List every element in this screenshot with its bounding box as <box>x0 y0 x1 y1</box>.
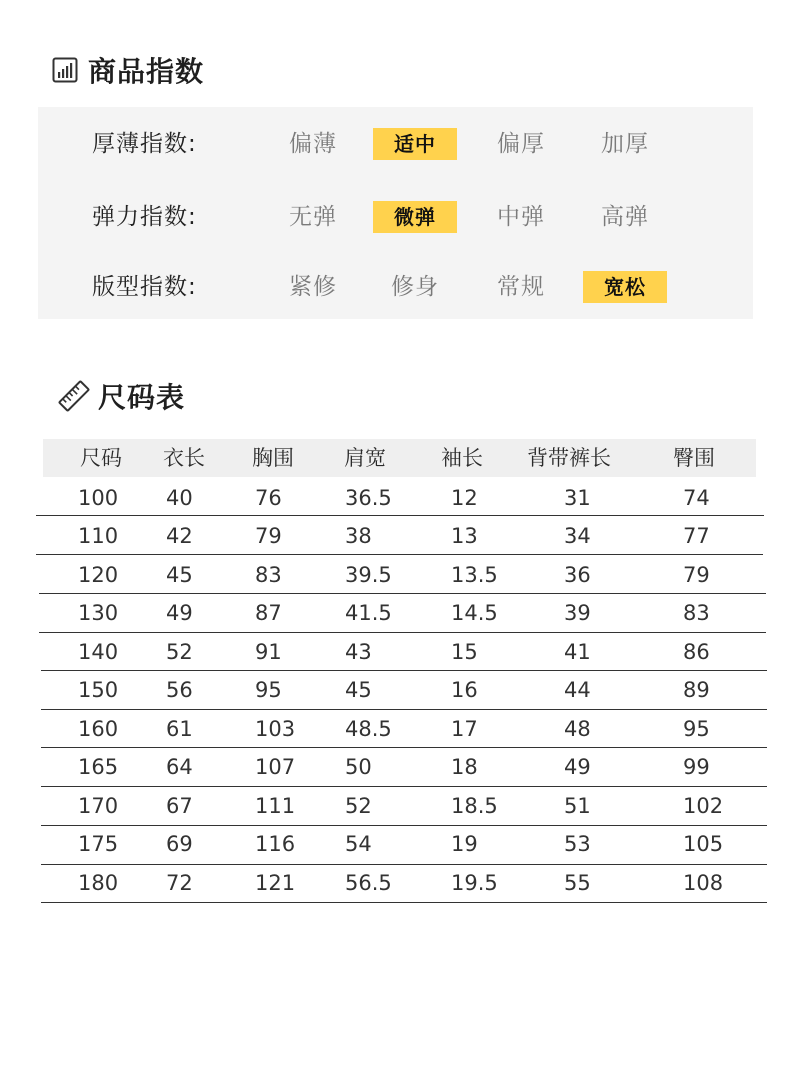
table-cell: 95 <box>255 678 282 702</box>
table-cell: 50 <box>345 755 372 779</box>
row-divider <box>41 709 767 710</box>
table-cell: 79 <box>255 524 282 548</box>
row-divider <box>36 515 764 516</box>
index-option: 常规 <box>497 274 545 300</box>
column-header: 尺码 <box>80 446 122 470</box>
table-cell: 56 <box>166 678 193 702</box>
column-header: 肩宽 <box>344 446 386 470</box>
row-divider <box>39 632 766 633</box>
table-cell: 42 <box>166 524 193 548</box>
column-header: 背带裤长 <box>527 446 611 470</box>
index-row-label: 厚薄指数: <box>92 131 197 157</box>
table-cell: 107 <box>255 755 296 779</box>
index-row-thickness <box>38 124 753 164</box>
table-cell: 54 <box>345 832 372 856</box>
table-cell: 180 <box>78 871 119 895</box>
table-row <box>43 864 768 902</box>
row-divider <box>41 825 767 826</box>
row-divider <box>41 902 767 903</box>
table-cell: 41 <box>564 640 591 664</box>
index-option: 紧修 <box>289 274 337 300</box>
table-cell: 13 <box>451 524 478 548</box>
table-cell: 160 <box>78 717 119 741</box>
table-cell: 38 <box>345 524 372 548</box>
product-index-panel <box>38 107 753 319</box>
table-cell: 19 <box>451 832 478 856</box>
table-cell: 105 <box>683 832 724 856</box>
table-row <box>43 825 768 863</box>
table-cell: 91 <box>255 640 282 664</box>
table-cell: 130 <box>78 601 119 625</box>
index-section-header <box>52 50 204 90</box>
table-cell: 49 <box>166 601 193 625</box>
table-cell: 43 <box>345 640 372 664</box>
table-row <box>43 787 768 825</box>
index-option: 高弹 <box>601 204 649 230</box>
table-cell: 48.5 <box>345 717 392 741</box>
table-cell: 45 <box>345 678 372 702</box>
table-row <box>43 517 768 555</box>
index-option: 无弹 <box>289 204 337 230</box>
table-cell: 14.5 <box>451 601 498 625</box>
table-row <box>43 671 768 709</box>
size-table-header <box>43 439 756 477</box>
table-cell: 170 <box>78 794 119 818</box>
table-cell: 76 <box>255 486 282 510</box>
table-row <box>43 748 768 786</box>
table-cell: 36 <box>564 563 591 587</box>
table-cell: 41.5 <box>345 601 392 625</box>
table-cell: 175 <box>78 832 119 856</box>
column-header: 胸围 <box>252 446 294 470</box>
table-cell: 12 <box>451 486 478 510</box>
index-option-selected: 适中 <box>373 128 457 160</box>
table-cell: 110 <box>78 524 119 548</box>
table-row <box>43 710 768 748</box>
table-cell: 36.5 <box>345 486 392 510</box>
index-row-fit <box>38 267 753 307</box>
index-option: 修身 <box>391 274 439 300</box>
index-option-selected: 微弹 <box>373 201 457 233</box>
table-cell: 52 <box>166 640 193 664</box>
row-divider <box>41 747 767 748</box>
table-cell: 83 <box>683 601 710 625</box>
table-cell: 16 <box>451 678 478 702</box>
table-cell: 102 <box>683 794 724 818</box>
table-cell: 120 <box>78 563 119 587</box>
table-cell: 150 <box>78 678 119 702</box>
table-cell: 56.5 <box>345 871 392 895</box>
table-row <box>43 633 768 671</box>
table-cell: 79 <box>683 563 710 587</box>
table-cell: 31 <box>564 486 591 510</box>
table-cell: 165 <box>78 755 119 779</box>
table-cell: 111 <box>255 794 296 818</box>
table-cell: 95 <box>683 717 710 741</box>
table-cell: 83 <box>255 563 282 587</box>
table-cell: 17 <box>451 717 478 741</box>
table-cell: 49 <box>564 755 591 779</box>
table-cell: 77 <box>683 524 710 548</box>
table-cell: 103 <box>255 717 296 741</box>
table-cell: 64 <box>166 755 193 779</box>
table-cell: 100 <box>78 486 119 510</box>
table-cell: 15 <box>451 640 478 664</box>
table-cell: 108 <box>683 871 724 895</box>
index-option: 偏薄 <box>289 131 337 157</box>
size-section-title: 尺码表 <box>98 381 186 414</box>
row-divider <box>36 554 763 555</box>
table-cell: 121 <box>255 871 296 895</box>
table-cell: 140 <box>78 640 119 664</box>
table-cell: 52 <box>345 794 372 818</box>
index-row-label: 版型指数: <box>92 274 197 300</box>
table-row <box>43 479 768 517</box>
index-option: 中弹 <box>497 204 545 230</box>
bar-chart-icon <box>52 57 78 83</box>
table-cell: 19.5 <box>451 871 498 895</box>
table-cell: 44 <box>564 678 591 702</box>
table-cell: 45 <box>166 563 193 587</box>
table-cell: 55 <box>564 871 591 895</box>
table-cell: 18.5 <box>451 794 498 818</box>
table-cell: 116 <box>255 832 296 856</box>
index-option-selected: 宽松 <box>583 271 667 303</box>
row-divider <box>41 786 767 787</box>
column-header: 衣长 <box>163 446 205 470</box>
table-cell: 53 <box>564 832 591 856</box>
table-cell: 18 <box>451 755 478 779</box>
table-cell: 86 <box>683 640 710 664</box>
table-cell: 99 <box>683 755 710 779</box>
table-cell: 87 <box>255 601 282 625</box>
table-cell: 39 <box>564 601 591 625</box>
table-cell: 89 <box>683 678 710 702</box>
table-row <box>43 594 768 632</box>
table-cell: 13.5 <box>451 563 498 587</box>
table-cell: 51 <box>564 794 591 818</box>
table-cell: 34 <box>564 524 591 548</box>
size-section-header <box>56 376 185 416</box>
ruler-icon <box>56 378 92 414</box>
table-cell: 48 <box>564 717 591 741</box>
column-header: 袖长 <box>441 446 483 470</box>
table-cell: 40 <box>166 486 193 510</box>
table-cell: 74 <box>683 486 710 510</box>
row-divider <box>39 593 766 594</box>
index-section-title: 商品指数 <box>88 55 205 88</box>
table-cell: 39.5 <box>345 563 392 587</box>
index-row-label: 弹力指数: <box>92 204 197 230</box>
table-cell: 69 <box>166 832 193 856</box>
index-option: 加厚 <box>601 131 649 157</box>
column-header: 臀围 <box>673 446 715 470</box>
table-row <box>43 556 768 594</box>
table-cell: 72 <box>166 871 193 895</box>
row-divider <box>41 864 767 865</box>
table-cell: 61 <box>166 717 193 741</box>
table-cell: 67 <box>166 794 193 818</box>
row-divider <box>41 670 767 671</box>
index-row-elasticity <box>38 197 753 237</box>
index-option: 偏厚 <box>497 131 545 157</box>
